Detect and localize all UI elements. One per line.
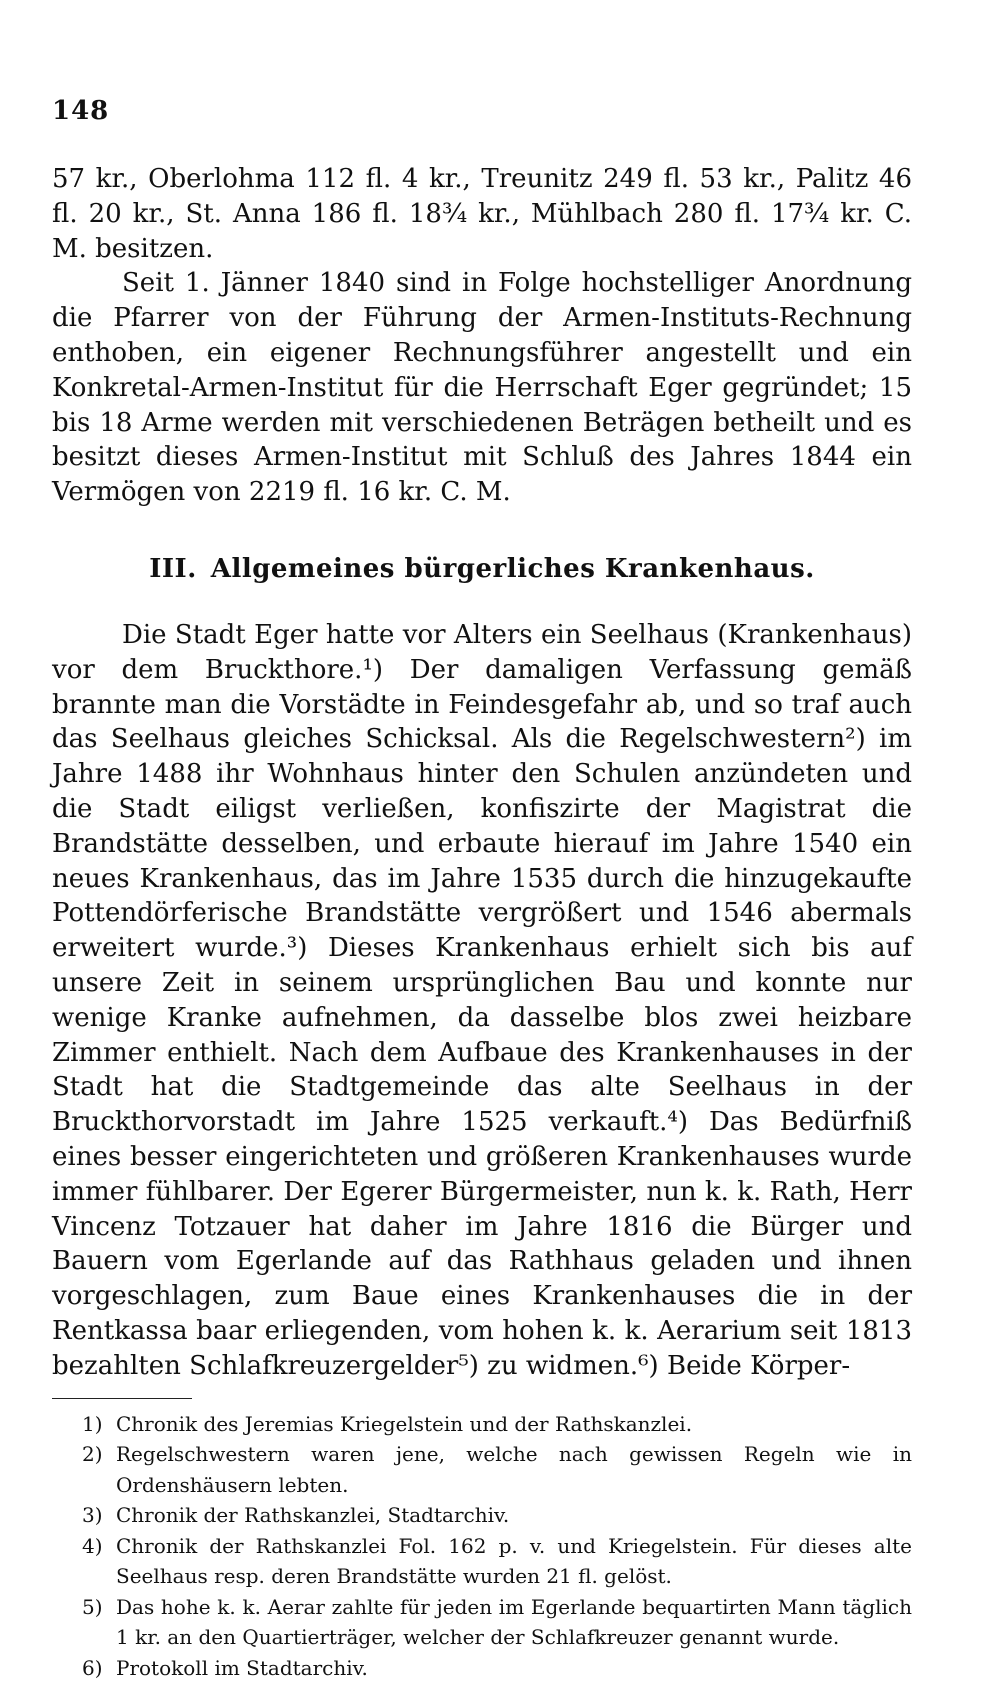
footnote-mark: 3) <box>52 1500 116 1531</box>
footnote-text: Chronik der Rathskanzlei Fol. 162 p. v. und Kriegelstein. Für dieses alte Seelhaus resp. deren Brandstätte wurden 21 fl. gelöst. <box>116 1531 912 1592</box>
footnote-item <box>52 1531 912 1592</box>
section-number: III. <box>149 554 197 584</box>
footnote-text: Chronik der Rathskanzlei, Stadtarchiv. <box>116 1500 912 1531</box>
footnote-text: Regelschwestern waren jene, welche nach gewissen Regeln wie in Ordenshäusern lebten. <box>116 1439 912 1500</box>
footnote-item <box>52 1439 912 1500</box>
footnote-text: Chronik des Jeremias Kriegelstein und der Rathskanzlei. <box>116 1409 912 1440</box>
footnote-mark: 1) <box>52 1409 116 1440</box>
footnote-item <box>52 1409 912 1440</box>
footnote-item <box>52 1592 912 1653</box>
body-text <box>52 162 912 1384</box>
section-title: Allgemeines bürgerliches Krankenhaus. <box>211 554 815 584</box>
footnote-text: Protokoll im Stadtarchiv. <box>116 1653 912 1683</box>
page-number: 148 <box>52 96 912 132</box>
footnotes <box>52 1409 912 1683</box>
book-page <box>52 96 912 1683</box>
section-heading <box>52 554 912 584</box>
footnote-mark: 2) <box>52 1439 116 1470</box>
paragraph-armen-institut: Seit 1. Jänner 1840 sind in Folge hochstelliger Anordnung die Pfarrer von der Führung der Armen-Instituts-Rechnung enthoben, ein eigener Rechnungsführer angestellt und ein Konkretal-Armen-Institut für die Herrschaft Eger gegründet; 15 bis 18 Arme werden mit verschiedenen Beträgen betheilt und es besitzt dieses Armen-Institut mit Schluß des Jahres 1844 ein Vermögen von 2219 fl. 16 kr. C. M. <box>52 266 912 510</box>
footnote-mark: 4) <box>52 1531 116 1562</box>
paragraph-continued: 57 kr., Oberlohma 112 fl. 4 kr., Treunitz 249 fl. 53 kr., Palitz 46 fl. 20 kr., St. Anna 186 fl. 18¾ kr., Mühlbach 280 fl. 17¾ kr. C. M. besitzen. <box>52 162 912 266</box>
footnote-item <box>52 1653 912 1683</box>
footnote-item <box>52 1500 912 1531</box>
footnote-mark: 6) <box>52 1653 116 1683</box>
footnote-mark: 5) <box>52 1592 116 1623</box>
paragraph-krankenhaus: Die Stadt Eger hatte vor Alters ein Seelhaus (Krankenhaus) vor dem Bruckthore.¹) Der damaligen Verfassung gemäß brannte man die Vorstädte in Feindesgefahr ab, und so traf auch das Seelhaus gleiches Schicksal. Als die Regelschwestern²) im Jahre 1488 ihr Wohnhaus hinter den Schulen anzündeten und die Stadt eiligst verließen, konfiszirte der Magistrat die Brandstätte desselben, und erbaute hierauf im Jahre 1540 ein neues Krankenhaus, das im Jahre 1535 durch die hinzugekaufte Pottendörferische Brandstätte vergrößert und 1546 abermals erweitert wurde.³) Dieses Krankenhaus erhielt sich bis auf unsere Zeit in seinem ursprünglichen Bau und konnte nur wenige Kranke aufnehmen, da dasselbe blos zwei heizbare Zimmer enthielt. Nach dem Aufbaue des Krankenhauses in der Stadt hat die Stadtgemeinde das alte Seelhaus in der Bruckthorvorstadt im Jahre 1525 verkauft.⁴) Das Bedürfniß eines besser eingerichteten und größeren Krankenhauses wurde immer fühlbarer. Der Egerer Bürgermeister, nun k. k. Rath, Herr Vincenz Totzauer hat daher im Jahre 1816 die Bürger und Bauern vom Egerlande auf das Rathhaus geladen und ihnen vorgeschlagen, zum Baue eines Krankenhauses die in der Rentkassa baar erliegenden, vom hohen k. k. Aerarium seit 1813 bezahlten Schlafkreuzergelder⁵) zu widmen.⁶) Beide Körper- <box>52 618 912 1384</box>
footnote-divider <box>52 1398 192 1399</box>
footnote-text: Das hohe k. k. Aerar zahlte für jeden im Egerlande bequartirten Mann täglich 1 kr. an den Quartierträger, welcher der Schlafkreuzer genannt wurde. <box>116 1592 912 1653</box>
